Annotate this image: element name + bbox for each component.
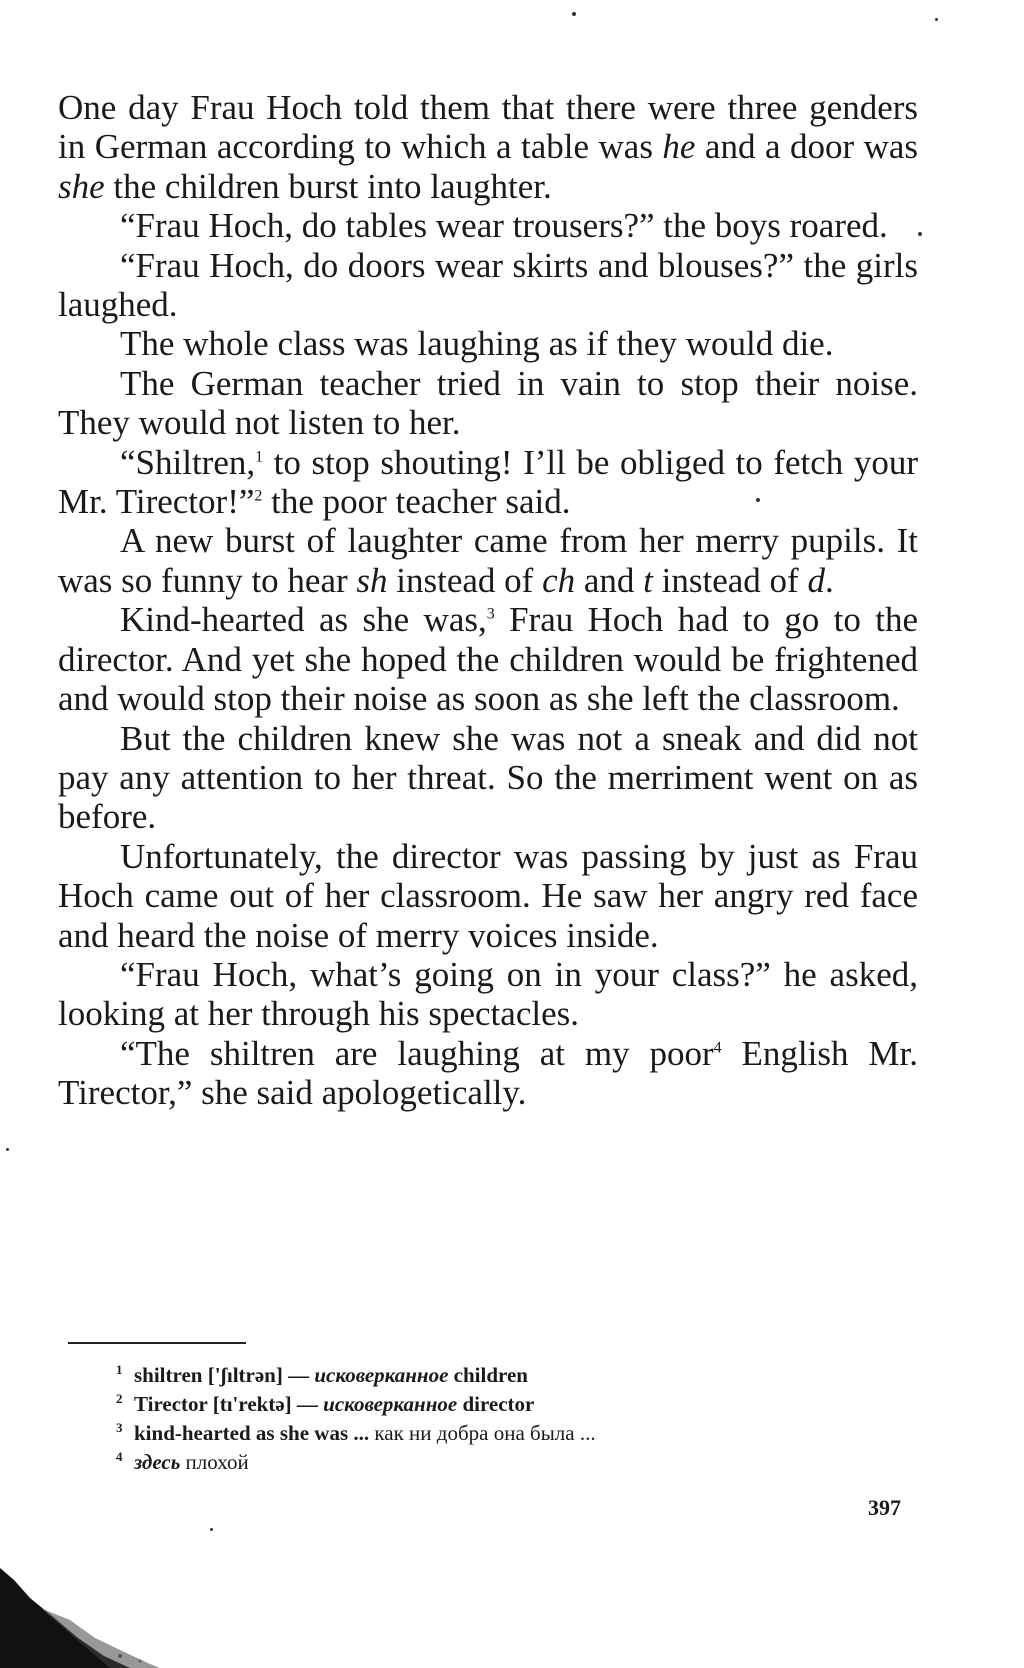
paragraph: “Shiltren,$^1$ to stop shouting! I’ll be obliged to fetch your Mr. Tirector!”$^2$ the poor teacher said. <box>58 442 918 522</box>
footnote-divider <box>68 1342 246 1344</box>
footnote: 1 shiltren ['ʃıltrən] — исковерканное children <box>116 1362 528 1387</box>
paragraph: “Frau Hoch, do tables wear trousers?” the boys roared. <box>120 206 888 246</box>
paragraph: “Frau Hoch, what’s going on in your class?” he asked, looking at her through his spectacles. <box>58 954 918 1034</box>
scan-edge-smudge <box>0 1568 170 1668</box>
paragraph: But the children knew she was not a sneak and did not pay any attention to her threat. So the merriment went on as before. <box>58 718 918 837</box>
paragraph: A new burst of laughter came from her merry pupils. It was so funny to hear sh instead of ch and t instead of d. <box>58 521 918 600</box>
page-number: 397 <box>868 1495 901 1520</box>
scan-speck <box>918 232 922 236</box>
scan-speck <box>6 1148 9 1151</box>
footnote: 3 kind-hearted as she was ... как ни добра она была ... <box>116 1420 596 1445</box>
scan-speck <box>935 18 938 21</box>
paragraph: “Frau Hoch, do doors wear skirts and blouses?” the girls laughed. <box>58 245 918 325</box>
scan-speck <box>756 498 760 502</box>
paragraph: One day Frau Hoch told them that there were three genders in German according to which a table was he and a door was she the children burst into laughter. <box>58 88 918 206</box>
footnote: 4 здесь плохой <box>116 1449 249 1474</box>
paragraph: Unfortunately, the director was passing by just as Frau Hoch came out of her classroom. He saw her angry red face and heard the noise of merry voices inside. <box>58 836 918 955</box>
footnote-reference: 2 <box>254 487 263 505</box>
footnotes <box>116 1361 916 1477</box>
paragraph: The German teacher tried in vain to stop their noise. They would not listen to her. <box>58 363 918 443</box>
paragraph: The whole class was laughing as if they would die. <box>120 324 834 364</box>
footnote: 2 Tirector [tı'rektə] — исковерканное director <box>116 1391 535 1416</box>
footnote-reference: 1 <box>255 448 264 465</box>
body-text <box>58 88 918 1113</box>
scan-speck <box>572 12 576 16</box>
scan-speck <box>210 1528 213 1531</box>
footnote-reference: 3 <box>486 605 495 623</box>
paragraph: “The shiltren are laughing at my poor$^4$ English Mr. Tirector,” she said apologetically. <box>58 1033 918 1113</box>
footnote-reference: 4 <box>713 1039 722 1057</box>
paragraph: Kind-hearted as she was,$^3$ Frau Hoch had to go to the director. And yet she hoped the children would be frightened and would stop their noise as soon as she left the classroom. <box>58 600 918 719</box>
